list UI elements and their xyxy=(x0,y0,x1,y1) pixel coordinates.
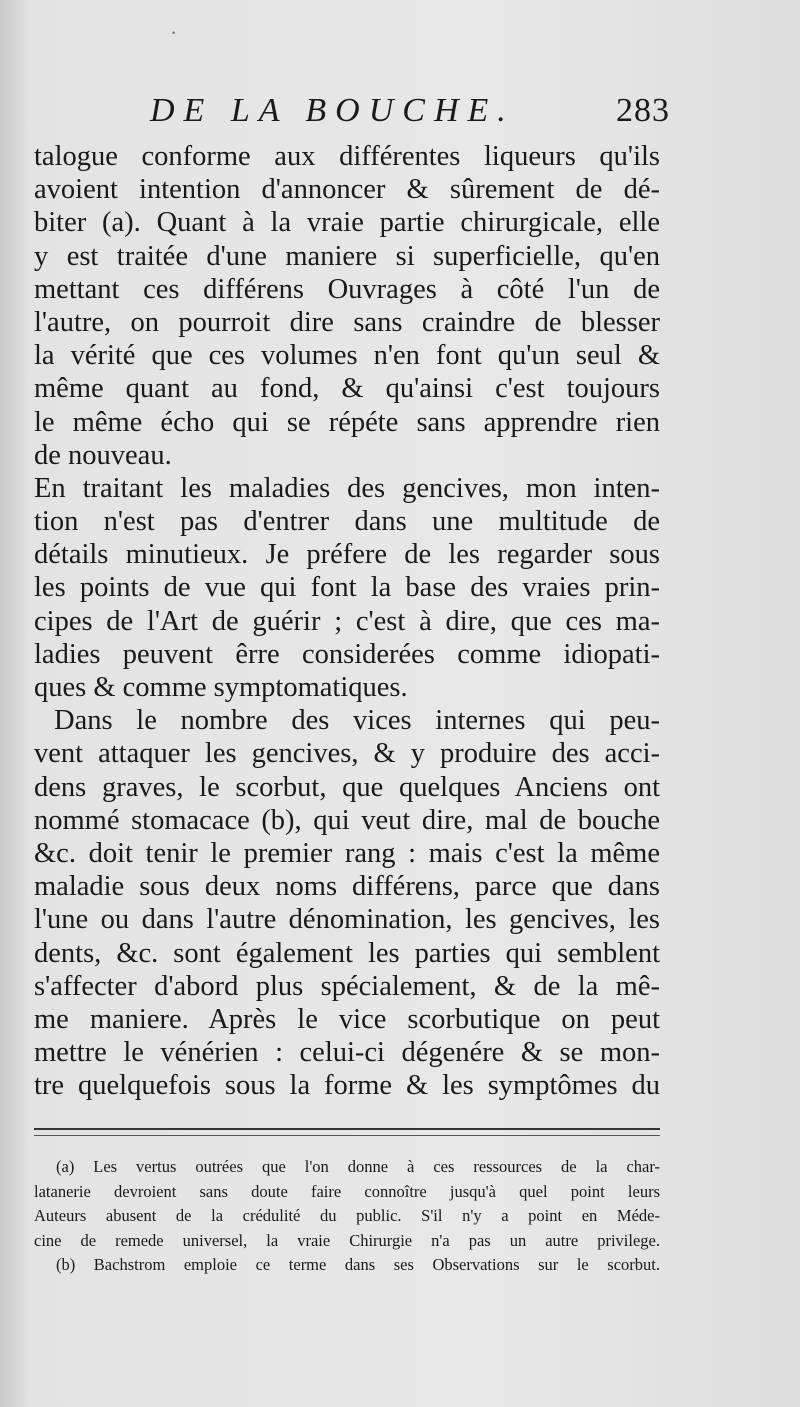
text-line: l'autre, on pourroit dire sans craindre de blesser xyxy=(34,306,660,338)
page-header xyxy=(150,92,670,142)
text-line: mettant ces différens Ouvrages à côté l'un de xyxy=(34,273,660,305)
text-line: maladie sous deux noms différens, parce que dans xyxy=(34,871,660,903)
text-line: les points de vue qui font la base des vraies prin- xyxy=(34,572,660,604)
text-line: l'une ou dans l'autre dénomination, les gencives, les xyxy=(34,904,660,936)
text-line: ques & comme symptomatiques. xyxy=(34,672,408,703)
text-line: avoient intention d'annoncer & sûrement de dé- xyxy=(34,174,660,206)
text-line: le même écho qui se répéte sans apprendre rien xyxy=(34,406,660,438)
text-line: dens graves, le scorbut, que quelques Anciens ont xyxy=(34,771,660,803)
running-head: DE LA BOUCHE. xyxy=(150,92,515,129)
footnote-divider xyxy=(34,1128,660,1136)
text-line: même quant au fond, & qu'ainsi c'est toujours xyxy=(34,373,660,405)
text-line: &c. doit tenir le premier rang : mais c'est la même xyxy=(34,837,660,869)
text-line: Dans le nombre des vices internes qui peu- xyxy=(54,705,660,737)
text-line: de nouveau. xyxy=(34,439,172,471)
text-line: la vérité que ces volumes n'en font qu'un seul & xyxy=(34,340,660,372)
footnote-line: latanerie devroient sans doute faire connoître jusqu'à quel point leurs xyxy=(34,1181,660,1201)
footnote-line: (a) Les vertus outrées que l'on donne à ces ressources de la char- xyxy=(56,1157,660,1176)
footnote-line: cine de remede universel, la vraie Chirurgie n'a pas un autre privilege. xyxy=(34,1230,660,1250)
text-line: y est traitée d'une maniere si superficielle, qu'en xyxy=(34,240,660,272)
footnote-line: Auteurs abusent de la crédulité du public. S'il n'y a point en Méde- xyxy=(34,1206,660,1225)
text-line: cipes de l'Art de guérir ; c'est à dire, que ces ma- xyxy=(34,605,660,637)
speck-mark: · xyxy=(170,20,178,45)
text-line: me maniere. Après le vice scorbutique on peut xyxy=(34,1003,660,1035)
text-line: talogue conforme aux différentes liqueurs qu'ils xyxy=(34,141,660,172)
text-line: En traitant les maladies des gencives, mon inten- xyxy=(34,472,660,504)
text-line: ladies peuvent êrre considerées comme idiopati- xyxy=(34,638,660,670)
page-number: 283 xyxy=(616,92,670,129)
text-line: détails minutieux. Je préfere de les regarder sous xyxy=(34,539,660,571)
text-line: vent attaquer les gencives, & y produire des acci- xyxy=(34,738,660,770)
text-line: mettre le vénérien : celui-ci dégenére & se mon- xyxy=(34,1037,660,1069)
text-line: dents, &c. sont également les parties qui semblent xyxy=(34,937,660,969)
text-line: tre quelquefois sous la forme & les symptômes du xyxy=(34,1070,660,1102)
main-text xyxy=(34,140,660,1102)
footnotes xyxy=(34,1155,660,1278)
text-line: s'affecter d'abord plus spécialement, & de la mê- xyxy=(34,970,660,1002)
text-line: biter (a). Quant à la vraie partie chirurgicale, elle xyxy=(34,207,660,239)
text-line: tion n'est pas d'entrer dans une multitude de xyxy=(34,506,660,538)
text-line: nommé stomacace (b), qui veut dire, mal de bouche xyxy=(34,804,660,836)
footnote-line: (b) Bachstrom emploie ce terme dans ses Observations sur le scorbut. xyxy=(56,1255,660,1274)
